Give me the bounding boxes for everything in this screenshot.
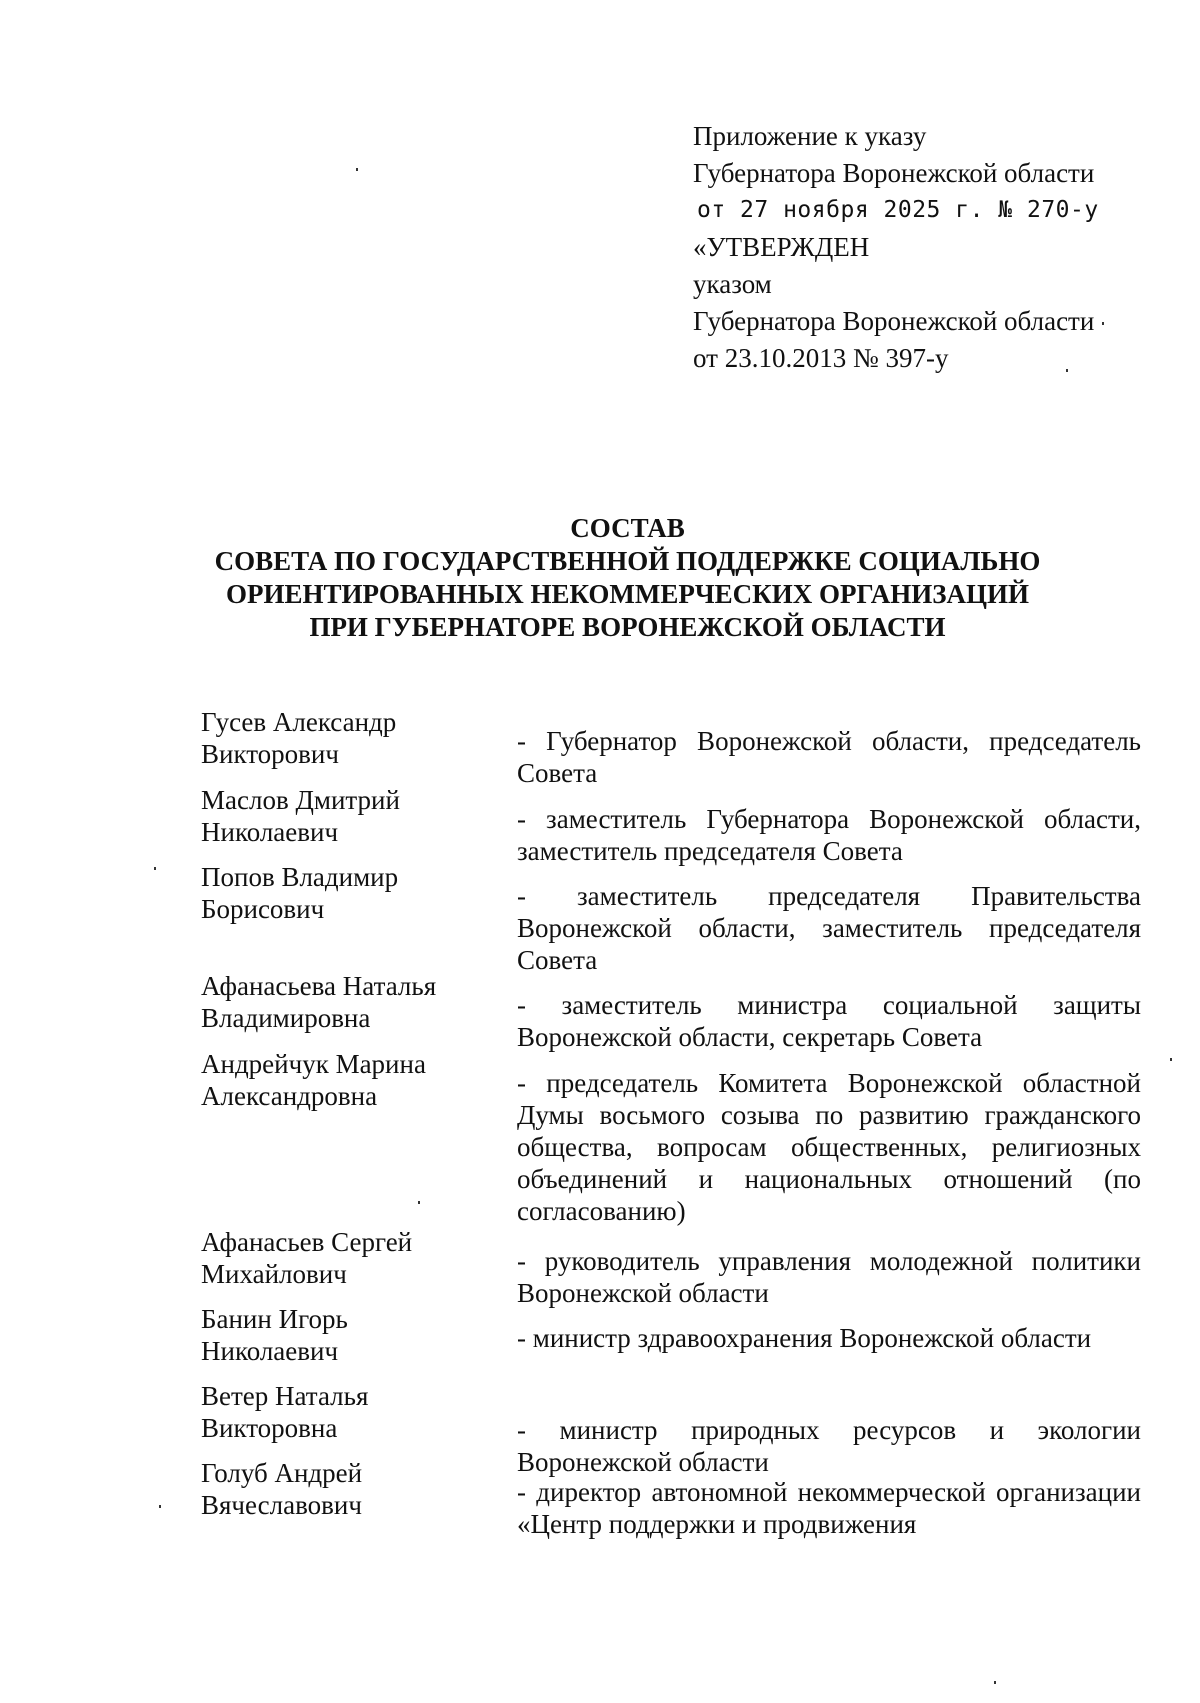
- scan-speck: [418, 1201, 420, 1204]
- scan-speck: [154, 867, 156, 870]
- member-name: [201, 1303, 501, 1367]
- scan-speck: [1170, 1058, 1172, 1061]
- member-name: [201, 706, 501, 770]
- header-line-governor: Губернатора Воронежской области: [693, 158, 1095, 188]
- member-name: [201, 1380, 501, 1444]
- member-surname-firstname: Попов Владимир: [201, 862, 399, 892]
- member-patronymic: Александровна: [201, 1081, 378, 1111]
- member-name: [201, 1048, 501, 1112]
- title-line-1: СОСТАВ: [570, 513, 685, 543]
- member-name: [201, 1457, 501, 1521]
- header-line-appendix: Приложение к указу: [693, 121, 927, 151]
- member-surname-firstname: Маслов Дмитрий: [201, 785, 400, 815]
- member-patronymic: Вячеславович: [201, 1490, 362, 1520]
- member-surname-firstname: Афанасьев Сергей: [201, 1227, 413, 1257]
- header-line-decree-date: от 27 ноября 2025 г. № 270-у: [697, 197, 1099, 223]
- member-surname-firstname: Ветер Наталья: [201, 1381, 369, 1411]
- member-role: - Губернатор Воронежской области, председатель Совета: [517, 726, 1141, 788]
- scan-speck: [1066, 369, 1068, 372]
- member-role: - заместитель председателя Правительства Воронежской области, заместитель председателя Совета: [517, 881, 1141, 975]
- member-patronymic: Михайлович: [201, 1259, 347, 1289]
- member-surname-firstname: Афанасьева Наталья: [201, 971, 437, 1001]
- member-surname-firstname: Банин Игорь: [201, 1304, 348, 1334]
- member-name: [201, 861, 501, 925]
- member-role: - заместитель Губернатора Воронежской области, заместитель председателя Совета: [517, 804, 1141, 866]
- title-line-3: ОРИЕНТИРОВАННЫХ НЕКОММЕРЧЕСКИХ ОРГАНИЗАЦИЙ: [226, 579, 1029, 609]
- scan-speck: [356, 168, 358, 171]
- member-role: - заместитель министра социальной защиты Воронежской области, секретарь Совета: [517, 990, 1141, 1052]
- header-line-original-decree: от 23.10.2013 № 397-у: [693, 343, 949, 373]
- scan-speck: [994, 1681, 996, 1684]
- header-line-governor-2: Губернатора Воронежской области: [693, 306, 1095, 336]
- member-role: - министр здравоохранения Воронежской области: [517, 1323, 1092, 1353]
- member-patronymic: Николаевич: [201, 817, 339, 847]
- member-patronymic: Борисович: [201, 894, 325, 924]
- member-name: [201, 970, 501, 1034]
- member-name: [201, 1226, 501, 1290]
- member-surname-firstname: Андрейчук Марина: [201, 1049, 426, 1079]
- scan-speck: [159, 1505, 161, 1508]
- member-patronymic: Николаевич: [201, 1336, 339, 1366]
- member-patronymic: Викторовна: [201, 1413, 338, 1443]
- title-line-4: ПРИ ГУБЕРНАТОРЕ ВОРОНЕЖСКОЙ ОБЛАСТИ: [309, 612, 946, 642]
- member-role: - председатель Комитета Воронежской областной Думы восьмого созыва по развитию гражданского общества, вопросам общественных, религиозных объединений и национальных отношений (по согласованию): [517, 1068, 1141, 1226]
- member-role: - руководитель управления молодежной политики Воронежской области: [517, 1246, 1141, 1308]
- member-surname-firstname: Голуб Андрей: [201, 1458, 363, 1488]
- member-surname-firstname: Гусев Александр: [201, 707, 397, 737]
- member-name: [201, 784, 501, 848]
- scan-speck: [1102, 322, 1104, 325]
- member-role: - министр природных ресурсов и экологии Воронежской области: [517, 1415, 1141, 1477]
- header-line-by-decree: указом: [693, 269, 772, 299]
- header-line-approved: «УТВЕРЖДЕН: [693, 232, 870, 262]
- title-line-2: СОВЕТА ПО ГОСУДАРСТВЕННОЙ ПОДДЕРЖКЕ СОЦИАЛЬНО: [214, 546, 1041, 576]
- member-role: - директор автономной некоммерческой организации «Центр поддержки и продвижения: [517, 1477, 1141, 1539]
- member-patronymic: Владимировна: [201, 1003, 371, 1033]
- member-patronymic: Викторович: [201, 739, 339, 769]
